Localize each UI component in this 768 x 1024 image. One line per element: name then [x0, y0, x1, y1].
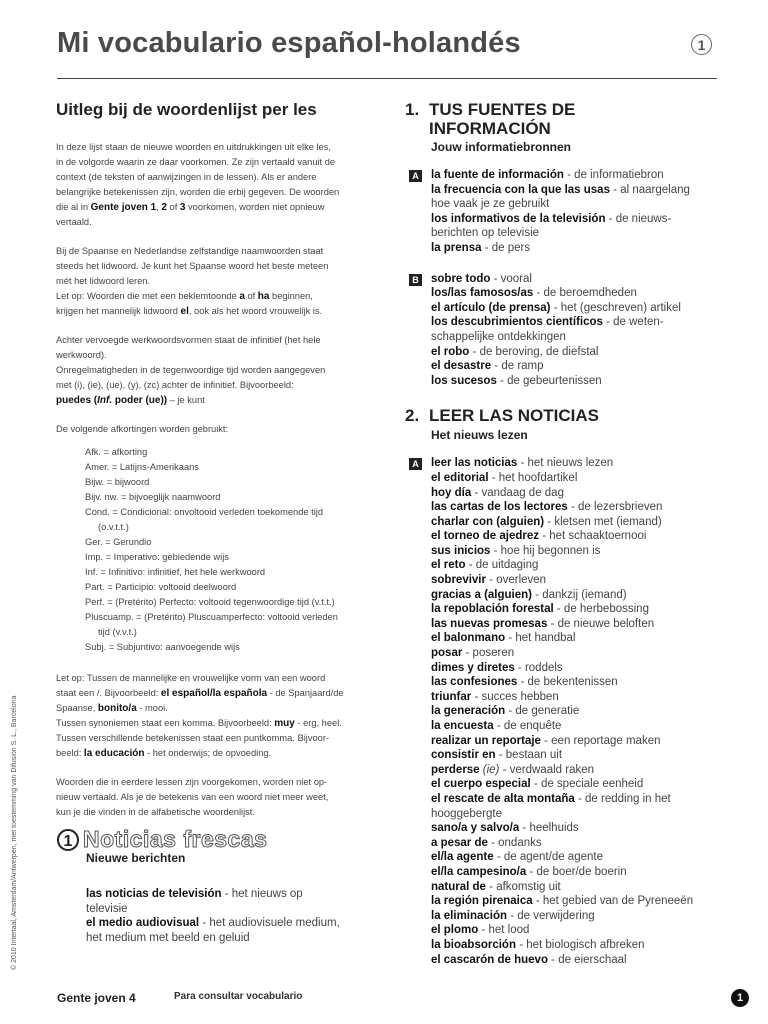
vocab-entry [431, 661, 725, 676]
section-number: 2. [405, 406, 420, 426]
text-line: werkwoord). [56, 350, 107, 360]
text-line: nieuw vertaald. Als je de betekenis van een woord niet meer weet, [56, 792, 329, 802]
vocab-entry [431, 529, 725, 544]
vocab-entry [431, 602, 725, 617]
irregularity-note: (ie) [482, 763, 500, 776]
vocab-entry [431, 631, 725, 646]
translation-continuation: televisie [86, 902, 128, 915]
vocab-section [405, 406, 725, 967]
vocab-entry [431, 573, 725, 588]
dutch-translation: - de agent/de agente [493, 851, 603, 864]
dutch-translation: - de informatiebron [563, 169, 664, 181]
dutch-translation: - de redding in het [574, 792, 671, 805]
abbreviation-item: Subj. = Subjuntivo: aanvoegende wijs [85, 642, 240, 652]
text-line: kun je die vinden in de alfabetische woordenlijst. [56, 807, 255, 817]
title-divider [57, 78, 717, 79]
dutch-translation: - het lood [478, 924, 530, 937]
dutch-translation: - de weten- [602, 316, 664, 329]
spanish-term: dimes y diretes [431, 661, 515, 674]
explanation-column [56, 100, 371, 820]
dutch-translation: - de uitdaging [465, 559, 539, 572]
explanation-paragraph-2 [56, 244, 371, 319]
vocab-group [412, 272, 725, 389]
spanish-term: los descubrimientos científicos [431, 316, 603, 329]
vocab-entry [431, 865, 725, 880]
spanish-term: el balonmano [431, 632, 506, 645]
spanish-term: natural de [431, 880, 486, 893]
section-title [429, 406, 599, 425]
lesson-number-badge: 1 [691, 34, 712, 55]
dutch-translation: - dankzij (iemand) [531, 588, 627, 601]
dutch-translation: - overleven [485, 574, 547, 587]
abbreviation-item: Perf. = (Pretérito) Perfecto: voltooid tegenwoordige tijd (v.t.t.) [85, 597, 335, 607]
dutch-translation: - verdwaald raken [499, 763, 595, 776]
spanish-term: el desastre [431, 360, 492, 373]
spanish-term: sobrevivir [431, 574, 486, 587]
vocab-entry [431, 345, 725, 360]
vocab-entry [431, 704, 725, 719]
vocab-entry [431, 168, 725, 183]
dutch-translation: - poseren [462, 647, 515, 660]
text-line: vertaald. [56, 217, 92, 227]
dutch-translation: - heelhuids [519, 822, 579, 835]
abbreviations-list [85, 445, 371, 655]
dutch-translation: - vooral [490, 272, 532, 285]
text-line: Tussen synoniemen staat een komma. Bijvoorbeeld: muy - erg, heel. [56, 718, 342, 729]
section-number: 1. [405, 100, 420, 119]
translation-continuation: hooggebergte [431, 807, 502, 820]
dutch-translation: - de beroving, de diefstal [469, 345, 599, 358]
dutch-translation: - afkomstig uit [485, 880, 561, 893]
unit-title: Noticias frescas [83, 826, 268, 852]
spanish-term: la bioabsorción [431, 938, 516, 951]
text-line: Spaanse, bonito/a - mooi. [56, 703, 168, 714]
vocab-section [405, 100, 725, 388]
text-line: Let op: Tussen de mannelijke en vrouwelijke vorm van een woord [56, 673, 326, 683]
spanish-term: el artículo (de prensa) [431, 301, 551, 314]
vocab-entry [431, 500, 725, 515]
spanish-term: sus inicios [431, 544, 491, 557]
section-title-line: TUS FUENTES DE [429, 100, 576, 119]
dutch-translation: - bestaan uit [495, 749, 563, 762]
spanish-term: la repoblación forestal [431, 603, 554, 616]
vocab-entry [431, 763, 725, 778]
section-heading [405, 100, 725, 138]
dutch-translation: - de boer/de boerin [526, 865, 627, 878]
abbreviation-item: Afk. = afkorting [85, 447, 148, 457]
vocabulary-column [405, 100, 725, 967]
text-line: belangrijke betekenissen zijn, worden die erbij gegeven. De woorden [56, 187, 340, 197]
spanish-term: a pesar de [431, 836, 488, 849]
vocab-entry [431, 588, 725, 603]
translation-continuation: berichten op televisie [431, 227, 540, 240]
vocab-entry [431, 894, 725, 909]
spanish-term: las noticias de televisión [86, 888, 222, 900]
spanish-term: el/la campesino/a [431, 865, 527, 878]
dutch-translation: - hoe hij begonnen is [490, 544, 601, 557]
dutch-translation: - kletsen met (iemand) [544, 515, 662, 528]
unit-vocab-list [86, 887, 367, 945]
dutch-translation: - de pers [481, 241, 531, 254]
footer-caption: Para consultar vocabulario [174, 991, 303, 1002]
spanish-term: consistir en [431, 749, 496, 762]
spanish-term: el robo [431, 345, 470, 358]
text-line: steeds het lidwoord. Je kunt het Spaanse woord het beste meteen [56, 261, 329, 271]
copyright-notice: © 2010 Intertaal, Amsterdam/Antwerpen, met toestemming van Difusión S. L., Barcelona [11, 695, 18, 970]
text-line: Tussen verschillende betekenissen staat een puntkomma. Bijvoor- [56, 733, 330, 743]
spanish-term: perderse [431, 763, 483, 776]
spanish-term: la generación [431, 705, 506, 718]
dutch-translation: - de gebeurtenissen [496, 374, 602, 387]
vocab-entry [431, 675, 725, 690]
vocab-entry [431, 301, 725, 316]
spanish-term: las confesiones [431, 676, 518, 689]
dutch-translation: - het hoofdartikel [488, 471, 578, 484]
spanish-term: el rescate de alta montaña [431, 792, 575, 805]
dutch-translation: - de beroemdheden [533, 287, 637, 300]
exercise-marker: A [409, 458, 422, 470]
text-line: Achter vervoegde werkwoordsvormen staat de infinitief (het hele [56, 335, 321, 345]
vocab-entry [431, 748, 725, 763]
unit-section [57, 826, 367, 945]
dutch-translation: - de bekentenissen [517, 676, 618, 689]
dutch-translation: - het biologisch afbreken [516, 938, 645, 951]
spanish-term: sano/a y salvo/a [431, 822, 520, 835]
page-number: 1 [731, 989, 749, 1007]
vocab-entry [431, 374, 725, 389]
vocab-entry [431, 646, 725, 661]
vocab-entry [431, 272, 725, 287]
spanish-term: la encuesta [431, 720, 494, 732]
dutch-translation: - de generatie [505, 705, 580, 718]
text-line: Woorden die in eerdere lessen zijn voorgekomen, worden niet op- [56, 777, 328, 787]
spanish-term: la prensa [431, 241, 482, 254]
abbreviation-item: Bijw. = bijwoord [85, 477, 150, 487]
vocab-entry [431, 719, 725, 734]
vocab-entry [431, 315, 725, 330]
spanish-term: las nuevas promesas [431, 617, 548, 630]
abbreviation-item: Bijv. nw. = bijvoeglijk naamwoord [85, 492, 221, 502]
vocab-entry [431, 183, 725, 198]
spanish-term: la región pirenaica [431, 895, 533, 908]
vocab-entry [431, 953, 725, 968]
spanish-term: leer las noticias [431, 457, 518, 470]
dutch-translation: - een reportage maken [540, 734, 661, 747]
vocab-entry [431, 909, 725, 924]
vocab-entry [431, 212, 725, 227]
text-line: met (i), (ie), (ue), (y), (zc) achter de infinitief. Bijvoorbeeld: [56, 380, 294, 390]
spanish-term: los/las famosos/as [431, 287, 534, 300]
spanish-term: el torneo de ajedrez [431, 530, 540, 543]
dutch-translation: - de nieuwe beloften [547, 617, 655, 630]
vocab-entry [431, 617, 725, 632]
spanish-term: charlar con (alguien) [431, 515, 545, 528]
dutch-translation: - de lezersbrieven [567, 501, 663, 514]
spanish-term: gracias a (alguien) [431, 588, 532, 601]
dutch-translation: - het nieuws op [221, 888, 303, 900]
abbreviation-item: Cond. = Condicional: onvoltooid verleden toekomende tijd [85, 507, 324, 517]
vocab-entry [431, 471, 725, 486]
abbreviation-item: Inf. = Infinitivo: infinitief, het hele werkwoord [85, 567, 266, 577]
vocab-group [412, 168, 725, 256]
dutch-translation: - de nieuws- [605, 212, 672, 225]
text-line: staat een /. Bijvoorbeeld: el español/la española - de Spanjaard/de [56, 688, 344, 699]
vocab-entry [431, 558, 725, 573]
dutch-translation: - de ramp [491, 360, 544, 373]
abbreviation-item: (o.v.t.t.) [98, 522, 129, 532]
explanation-paragraph-5 [56, 671, 371, 761]
section-subtitle: Jouw informatiebronnen [431, 140, 572, 154]
vocab-entry [431, 792, 725, 807]
spanish-term: los informativos de la televisión [431, 212, 606, 225]
spanish-term: la fuente de información [431, 169, 564, 181]
spanish-term: la frecuencia con la que las usas [431, 183, 610, 196]
vocab-entry [431, 486, 725, 501]
dutch-translation: - roddels [514, 661, 563, 674]
exercise-marker: B [409, 274, 422, 286]
dutch-translation: - succes hebben [471, 690, 559, 703]
text-line: die al in Gente joven 1, 2 of 3 voorkomen, worden niet opnieuw [56, 202, 325, 213]
abbreviations-intro: De volgende afkortingen worden gebruikt: [56, 424, 229, 434]
vocab-entry [431, 821, 725, 836]
dutch-translation: - vandaag de dag [471, 486, 564, 499]
vocab-entry [431, 544, 725, 559]
dutch-translation: - het (geschreven) artikel [550, 301, 681, 314]
page-title: Mi vocabulario español-holandés [57, 27, 521, 59]
abbreviation-item: Ger. = Gerundio [85, 537, 152, 547]
dutch-translation: - het handbal [505, 632, 576, 645]
dutch-translation: - het schaaktoernooi [539, 530, 647, 543]
vocab-entry [431, 690, 725, 705]
vocab-entry [431, 923, 725, 938]
vocab-entry [431, 515, 725, 530]
vocab-entry [86, 916, 367, 931]
section-title [429, 100, 575, 138]
spanish-term: el/la agente [431, 851, 494, 864]
exercise-marker: A [409, 170, 422, 182]
dutch-translation: - het audiovisuele medium, [199, 917, 340, 930]
text-line: Bij de Spaanse en Nederlandse zelfstandige naamwoorden staat [56, 246, 324, 256]
dutch-translation: - de speciale eenheid [530, 778, 644, 791]
abbreviation-item: tijd (v.v.t.) [98, 627, 137, 637]
dutch-translation: - de herbebossing [553, 603, 649, 616]
vocab-entry [431, 241, 725, 256]
spanish-term: el cascarón de huevo [431, 953, 548, 966]
text-line: puedes (Inf. poder (ue)) – je kunt [56, 395, 205, 406]
abbreviation-item: Amer. = Latijns-Amerikaans [85, 462, 199, 472]
text-line: mét het lidwoord leren. [56, 276, 151, 286]
abbreviation-item: Part. = Participio: voltooid deelwoord [85, 582, 237, 592]
abbreviation-item: Pluscuamp. = (Pretérito) Pluscuamperfecto: voltooid verleden [85, 612, 338, 622]
spanish-term: la eliminación [431, 909, 508, 922]
spanish-term: el reto [431, 559, 466, 572]
unit-number-badge: 1 [57, 829, 79, 851]
dutch-translation: - ondanks [487, 836, 542, 849]
spanish-term: hoy día [431, 486, 472, 499]
translation-continuation: het medium met beeld en geluid [86, 931, 250, 944]
vocab-entry [431, 880, 725, 895]
dutch-translation: - de enquête [493, 720, 562, 732]
spanish-term: el editorial [431, 471, 489, 484]
footer-book-title: Gente joven 4 [57, 991, 136, 1005]
text-line: krijgen het mannelijk lidwoord el, ook als het woord vrouwelijk is. [56, 306, 323, 317]
vocab-entry [431, 850, 725, 865]
translation-continuation: hoe vaak je ze gebruikt [431, 198, 550, 211]
vocab-entry [431, 359, 725, 374]
dutch-translation: - al naargelang [609, 183, 690, 196]
vocab-entry [431, 286, 725, 301]
vocab-entry [86, 887, 367, 902]
vocab-group [412, 456, 725, 967]
spanish-term: realizar un reportaje [431, 734, 541, 747]
section-subtitle: Het nieuws lezen [431, 428, 528, 443]
dutch-translation: - de verwijdering [507, 909, 595, 922]
spanish-term: las cartas de los lectores [431, 501, 568, 514]
section-title-line: LEER LAS NOTICIAS [429, 406, 600, 426]
vocab-entry [431, 734, 725, 749]
explanation-paragraph-6 [56, 775, 371, 820]
spanish-term: sobre todo [431, 272, 491, 285]
abbreviation-item: Imp. = Imperativo: gebiedende wijs [85, 552, 229, 562]
vocab-entry [431, 938, 725, 953]
section-title-line: INFORMACIÓN [429, 119, 551, 138]
dutch-translation: - het nieuws lezen [517, 457, 614, 470]
spanish-term: triunfar [431, 690, 472, 703]
translation-continuation: schappelijke ontdekkingen [431, 330, 566, 343]
text-line: in de volgorde waarin ze daar voorkomen. Ze zijn vertaald vanuit de [56, 157, 336, 167]
vocab-entry [431, 456, 725, 471]
text-line: In deze lijst staan de nieuwe woorden en uitdrukkingen uit elke les, [56, 142, 331, 152]
explanation-heading: Uitleg bij de woordenlijst per les [56, 100, 317, 119]
section-heading [405, 406, 725, 426]
text-line: context (de teksten of aanwijzingen in de lessen). Als er andere [56, 172, 317, 182]
spanish-term: el medio audiovisual [86, 917, 200, 930]
unit-subtitle: Nieuwe berichten [86, 851, 186, 865]
spanish-term: posar [431, 647, 463, 660]
text-line: Let op: Woorden die met een beklemtoonde a of ha beginnen, [56, 291, 313, 302]
explanation-paragraph-1 [56, 140, 371, 230]
vocab-entry [431, 777, 725, 792]
spanish-term: los sucesos [431, 374, 497, 387]
dutch-translation: - het gebied van de Pyreneeën [532, 895, 694, 908]
spanish-term: el plomo [431, 924, 479, 937]
explanation-paragraph-3 [56, 333, 371, 408]
text-line: Onregelmatigheden in de tegenwoordige tijd worden aangegeven [56, 365, 326, 375]
dutch-translation: - de eierschaal [547, 953, 627, 966]
vocab-entry [431, 836, 725, 851]
spanish-term: el cuerpo especial [431, 778, 531, 791]
text-line: beeld: la educación - het onderwijs; de opvoeding. [56, 748, 272, 759]
